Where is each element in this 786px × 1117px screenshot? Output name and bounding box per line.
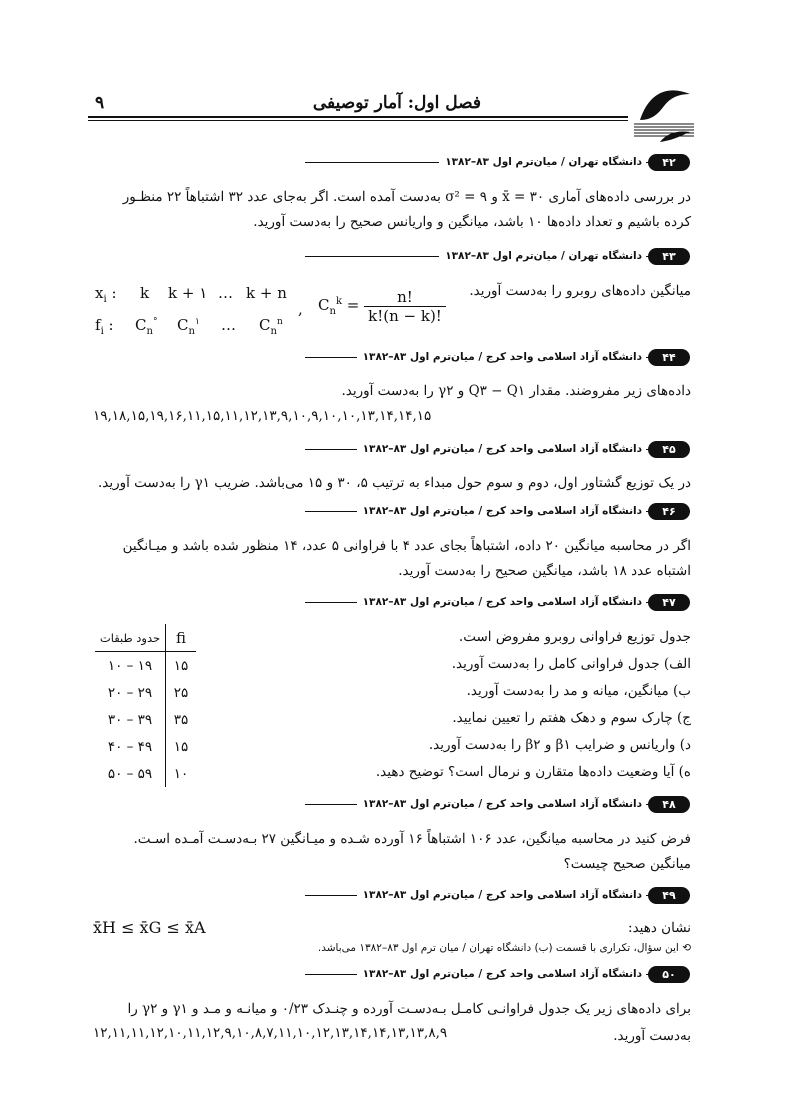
table-cell-f: ۲۵ — [166, 679, 197, 706]
question-header — [305, 154, 690, 171]
question-text-line: فرض کنید در محاسبه میانگین، عدد ۱۰۶ اشتباهاً ۱۶ آورده شـده و میـانگین ۲۷ بـه‌دسـت آمـده اسـت. — [133, 831, 691, 847]
question-source: دانشگاه آزاد اسلامی واحد کرج / میان‌ترم اول ۸۳–۱۳۸۲ — [357, 441, 646, 458]
question-text-line: به‌دست آورید. — [613, 1028, 691, 1044]
question-text-line: در یک توزیع گشتاور اول، دوم و سوم حول مبداء به ترتیب ۵، ۳۰ و ۱۵ می‌باشد. ضریب γ۱ را به‌دست آورید. — [97, 475, 691, 491]
question-number: ۴۸ — [648, 796, 690, 813]
data-list: ۱۲,۱۱,۱۱,۱۲,۱۰,۱۱,۱۲,۹,۱۰,۸,۷,۱۱,۱۰,۱۲,۱۳,۱۴,۱۴,۱۳,۱۳,۸,۹ — [93, 1025, 448, 1041]
question-number: ۴۶ — [648, 503, 690, 520]
question-source: دانشگاه آزاد اسلامی واحد کرج / میان‌ترم اول ۸۳–۱۳۸۲ — [357, 594, 646, 611]
question-source: دانشگاه آزاد اسلامی واحد کرج / میان‌ترم اول ۸۳–۱۳۸۲ — [357, 796, 646, 813]
table-row — [95, 733, 196, 760]
frequency-table — [95, 624, 196, 787]
table-row — [95, 760, 196, 787]
question-text-line: میانگین داده‌های روبرو را به‌دست آورید. — [469, 283, 691, 299]
formula-fi-row: $f_i$ : $C_n^\circ$ $C_n^۱$ … $C_n^n$ — [95, 316, 283, 337]
question-header — [305, 503, 690, 520]
question-number: ۵۰ — [648, 966, 690, 983]
table-cell-class: ۵۰ – ۵۹ — [107, 765, 153, 782]
question-text-line: اشتباه عدد ۱۸ باشد، میانگین صحیح را به‌دست آورید. — [398, 563, 691, 579]
question-number: ۴۷ — [648, 594, 690, 611]
table-row — [95, 679, 196, 706]
question-header — [305, 441, 690, 458]
table-header-row — [95, 624, 196, 652]
chapter-title: فصل اول: آمار توصیفی — [312, 93, 481, 113]
formula-xi-row: $x_i$ : k k + ۱ … k + n — [95, 284, 287, 305]
question-number: ۴۲ — [648, 154, 690, 171]
question-number: ۴۹ — [648, 887, 690, 904]
inequality-formula: x̄H ≤ x̄G ≤ x̄A — [93, 918, 206, 937]
table-cell-class: ۳۰ – ۳۹ — [107, 711, 153, 728]
question-header — [305, 887, 690, 904]
repeat-note — [318, 942, 691, 954]
table-cell-class: ۴۰ – ۴۹ — [107, 738, 153, 755]
table-cell-f: ۱۵ — [166, 733, 197, 760]
question-source: دانشگاه آزاد اسلامی واحد کرج / میان‌ترم اول ۸۳–۱۳۸۲ — [357, 887, 646, 904]
question-text-line: برای داده‌های زیر یک جدول فراوانـی کامـل بـه‌دسـت آورده و چنـدک ۰/۲۳ و میانـه و مـد و γ۱ و γ۲ را — [127, 1001, 691, 1017]
table-cell-class: ۱۰ – ۱۹ — [107, 657, 153, 674]
question-number: ۴۴ — [648, 349, 690, 366]
question-source: دانشگاه تهران / میان‌ترم اول ۸۳–۱۳۸۲ — [439, 154, 646, 171]
table-cell-class: ۲۰ – ۲۹ — [107, 684, 153, 701]
question-header — [305, 248, 690, 265]
question-header — [305, 796, 690, 813]
question-header — [305, 966, 690, 983]
question-number: ۴۳ — [648, 248, 690, 265]
question-source: دانشگاه آزاد اسلامی واحد کرج / میان‌ترم اول ۸۳–۱۳۸۲ — [357, 966, 646, 983]
question-part: الف) جدول فراوانی کامل را به‌دست آورید. — [451, 656, 691, 672]
header-rule — [88, 116, 628, 118]
formula-combination: $C_n^k$ = $\frac{n!}{k!(n - k)!}$ — [318, 288, 446, 325]
table-row — [95, 652, 196, 680]
question-header — [305, 349, 690, 366]
data-list: ۱۹,۱۸,۱۵,۱۹,۱۶,۱۱,۱۵,۱۱,۱۲,۱۳,۹,۱۰,۹,۱۰,۱۰,۱۳,۱۴,۱۴,۱۵ — [93, 408, 432, 424]
table-header-class: حدود طبقات — [95, 624, 166, 652]
repeat-note-text: این سؤال، تکراری با قسمت (ب) دانشگاه تهران / میان ترم اول ۸۳–۱۳۸۲ می‌باشد. — [317, 942, 679, 954]
question-text-line: اگر در محاسبه میانگین ۲۰ داده، اشتباهاً بجای عدد ۴ با فراوانی ۵ عدد، ۱۴ منظور شده باشد و میـانگین — [122, 538, 691, 554]
question-text-line: جدول توزیع فراوانی روبرو مفروض است. — [458, 629, 691, 645]
question-text-line: کرده باشیم و تعداد داده‌ها ۱۰ باشد، میانگین و واریانس صحیح را به‌دست آورید. — [253, 214, 691, 230]
question-source: دانشگاه تهران / میان‌ترم اول ۸۳–۱۳۸۲ — [439, 248, 646, 265]
question-source: دانشگاه آزاد اسلامی واحد کرج / میان‌ترم اول ۸۳–۱۳۸۲ — [357, 349, 646, 366]
question-text-line: میانگین صحیح چیست؟ — [563, 856, 691, 872]
page-number: ۹ — [95, 93, 105, 113]
question-text-line: داده‌های زیر مفروضند. مقدار Q۳ − Q۱ و γ۲ را به‌دست آورید. — [341, 383, 691, 399]
publisher-logo — [630, 84, 698, 146]
question-header — [305, 594, 690, 611]
table-cell-f: ۱۰ — [166, 760, 197, 787]
table-header-f: fi — [166, 624, 197, 652]
header-rule-thin — [88, 120, 628, 121]
question-part: ب) میانگین، میانه و مد را به‌دست آورید. — [466, 683, 691, 699]
question-source: دانشگاه آزاد اسلامی واحد کرج / میان‌ترم اول ۸۳–۱۳۸۲ — [357, 503, 646, 520]
cycle-icon: ⟲ — [682, 942, 691, 954]
question-part: ج) چارک سوم و دهک هفتم را تعیین نمایید. — [452, 710, 691, 726]
question-number: ۴۵ — [648, 441, 690, 458]
table-row — [95, 706, 196, 733]
formula-comma: , — [298, 300, 303, 318]
question-part: ه) آیا وضعیت داده‌ها متقارن و نرمال است؟ توضیح دهید. — [375, 764, 691, 780]
table-cell-f: ۱۵ — [166, 652, 197, 680]
question-text-line: در بررسی داده‌های آماری ۳۰ = x̄ و ۹ = σ² به‌دست آمده است. اگر به‌جای عدد ۳۲ اشتباهاً ۲۲ منظـور — [122, 189, 691, 205]
question-part: د) واریانس و ضرایب β۱ و β۲ را به‌دست آورید. — [428, 737, 691, 753]
table-cell-f: ۳۵ — [166, 706, 197, 733]
question-text-line: نشان دهید: — [628, 920, 691, 936]
